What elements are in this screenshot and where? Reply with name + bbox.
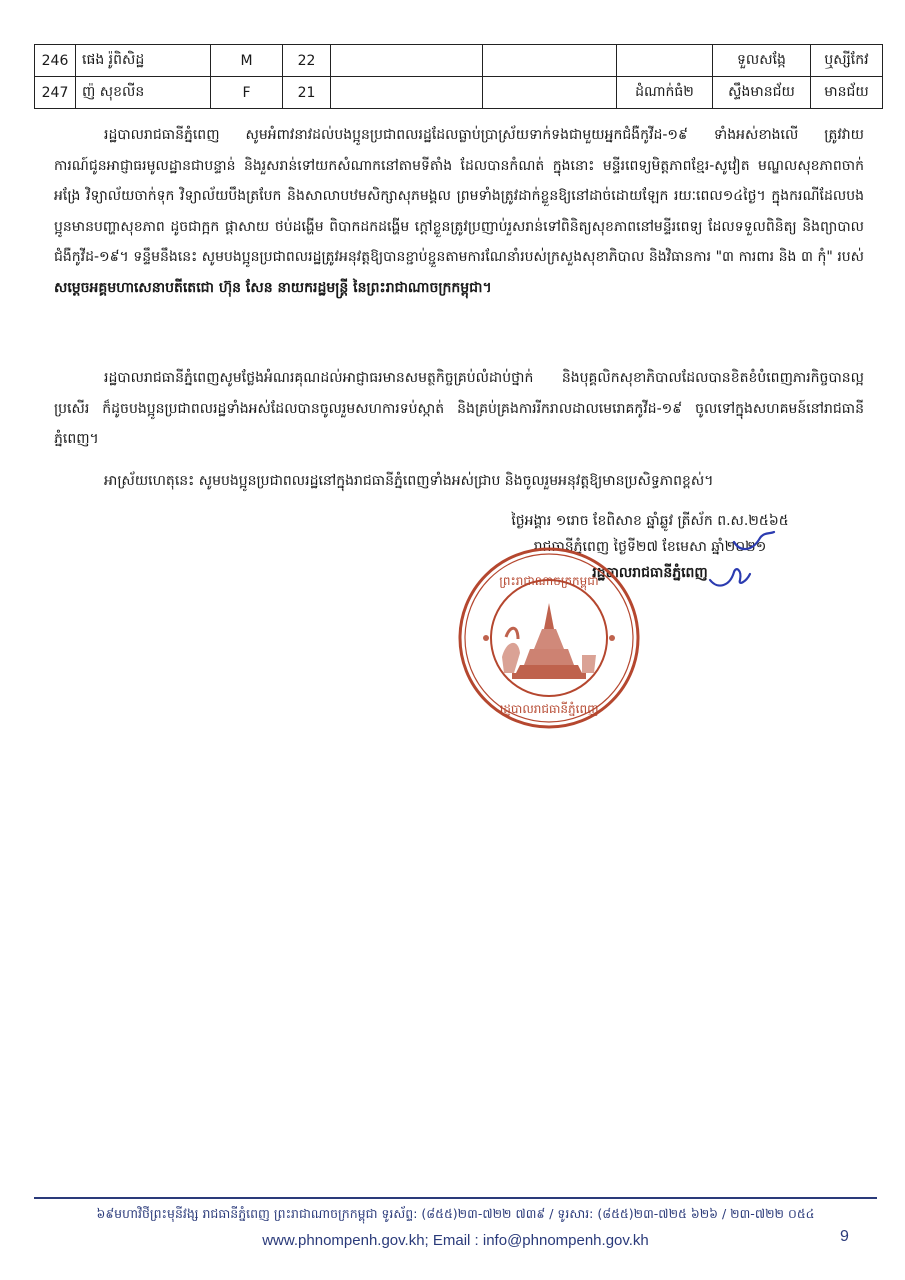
prime-minister-name: សម្តេចអគ្គមហាសេនាបតីតេជោ ហ៊ុន សែន នាយករដ្ឋមន្ត្រី នៃព្រះរាជាណាចក្រកម្ពុជា។ (54, 279, 492, 296)
patient-age: 21 (283, 77, 331, 109)
empty-cell (483, 45, 617, 77)
seal-top-text: ព្រះរាជាណាចក្រកម្ពុជា (499, 574, 599, 588)
village-cell: ដំណាក់ធំ២ (617, 77, 713, 109)
patient-name: ផេង រ៉ូពិសិដ្ឋ (76, 45, 211, 77)
closing-paragraph (54, 466, 864, 497)
thanks-text: រដ្ឋបាលរាជធានីភ្នំពេញសូមថ្លែងអំណរគុណដល់អាជ្ញាធរមានសមត្ថកិច្ចគ្រប់លំដាប់ថ្នាក់ និងបុគ្គលិកសុខាភិបាលដែលបានខិតខំបំពេញភារកិច្ចបានល្អប្រសើរ ក៏ដូចបងប្អូនប្រជាពលរដ្ឋទាំងអស់ដែលបានចូលរួមសហការទប់ស្កាត់ និងគ្រប់គ្រងការរីករាលដាលមេរោគកូវីដ-១៩ ចូលទៅក្នុងសហគមន៍នៅរាជធានីភ្នំពេញ។ (54, 370, 864, 447)
empty-cell (331, 77, 483, 109)
empty-cell (331, 45, 483, 77)
appeal-paragraph (54, 120, 864, 303)
issuing-authority: រដ្ឋបាលរាជធានីភ្នំពេញ (592, 565, 708, 581)
footer-divider (34, 1197, 877, 1199)
page-number: 9 (840, 1228, 849, 1245)
row-number: 246 (35, 45, 76, 77)
commune-cell: ទួលសង្កែ (713, 45, 811, 77)
district-cell: មានជ័យ (811, 77, 883, 109)
table-row (35, 77, 883, 109)
row-number: 247 (35, 77, 76, 109)
official-seal-icon (456, 545, 642, 731)
signature-mark (706, 562, 752, 592)
patient-age: 22 (283, 45, 331, 77)
patient-sex: M (211, 45, 283, 77)
commune-cell: ស្ទឹងមានជ័យ (713, 77, 811, 109)
thanks-paragraph (54, 363, 864, 455)
signature-mark (730, 528, 780, 556)
solar-date: រាជធានីភ្នំពេញ ថ្ងៃទី២៧ ខែមេសា ឆ្នាំ២០២១ (533, 539, 767, 555)
footer-contact: www.phnompenh.gov.kh; Email : info@phnompenh.gov.kh (262, 1232, 649, 1249)
patient-name: ញ៉ សុខលីន (76, 77, 211, 109)
empty-cell (483, 77, 617, 109)
closing-text: អាស្រ័យហេតុនេះ សូមបងប្អូនប្រជាពលរដ្ឋនៅក្នុងរាជធានីភ្នំពេញទាំងអស់ជ្រាប និងចូលរួមអនុវត្តឱ្យមានប្រសិទ្ធភាពខ្ពស់។ (104, 473, 714, 489)
appeal-text: រដ្ឋបាលរាជធានីភ្នំពេញ សូមអំពាវនាវដល់បងប្អូនប្រជាពលរដ្ឋដែលធ្លាប់ប្រាស្រ័យទាក់ទងជាមួយអ្នកជំងឺកូវីដ-១៩ ទាំងអស់ខាងលើ ត្រូវវាយការណ៍ជូនអាជ្ញាធរមូលដ្ឋានជាបន្ទាន់ និងរួសរាន់ទៅយកសំណាកនៅតាមទីតាំង ដែលបានកំណត់ ក្នុងនោះ មន្ទីរពេទ្យមិត្តភាពខ្មែរ-សូវៀត មណ្ឌលសុខភាពចាក់អង្រែ វិទ្យាល័យចាក់ទុក វិទ្យាល័យបឹងត្របែក និងសាលាបឋមសិក្សាសុភមង្គល ព្រមទាំងត្រូវដាក់ខ្លួនឱ្យនៅដាច់ដោយឡែក រយៈពេល១៤ថ្ងៃ។ ក្នុងករណីដែលបងប្អូនមានបញ្ហាសុខភាព ដូចជាក្អក ផ្តាសាយ ថប់ដង្ហើម ពិបាកដកដង្ហើម ក្តៅខ្លួនត្រូវប្រញាប់រួសរាន់ទៅពិនិត្យសុខភាពនៅមន្ទីរពេទ្យ ដែលទទួលពិនិត្យ និងព្យាបាលជំងឺកូវីដ-១៩។ ទន្ទឹមនឹងនេះ សូមបងប្អូនប្រជាពលរដ្ឋត្រូវអនុវត្តឱ្យបានខ្ជាប់ខ្ជួនតាមការណែនាំរបស់ក្រសួងសុខាភិបាល និងវិធានការ "៣ ការពារ និង ៣ កុំ" របស់ (54, 127, 864, 265)
footer-address: ៦៩មហាវិថីព្រះមុនីវង្ស រាជធានីភ្នំពេញ ព្រះរាជាណាចក្រកម្ពុជា ទូរស័ព្ទ: (៨៥៥)២៣-៧២២ ៧៣៩ / ទូរសារ: (៨៥៥)២៣-៧២៥ ៦២៦ / ២៣-៧២២ ០៥៤ (96, 1206, 815, 1221)
patient-sex: F (211, 77, 283, 109)
village-cell (617, 45, 713, 77)
lunar-date: ថ្ងៃអង្គារ ១រោច ខែពិសាខ ឆ្នាំឆ្លូវ ត្រីស័ក ព.ស.២៥៦៥ (511, 513, 789, 529)
seal-bottom-text: រដ្ឋបាលរាជធានីភ្នំពេញ (499, 702, 599, 716)
district-cell: ឬស្សីកែវ (811, 45, 883, 77)
table-row (35, 45, 883, 77)
cases-table (34, 44, 883, 109)
